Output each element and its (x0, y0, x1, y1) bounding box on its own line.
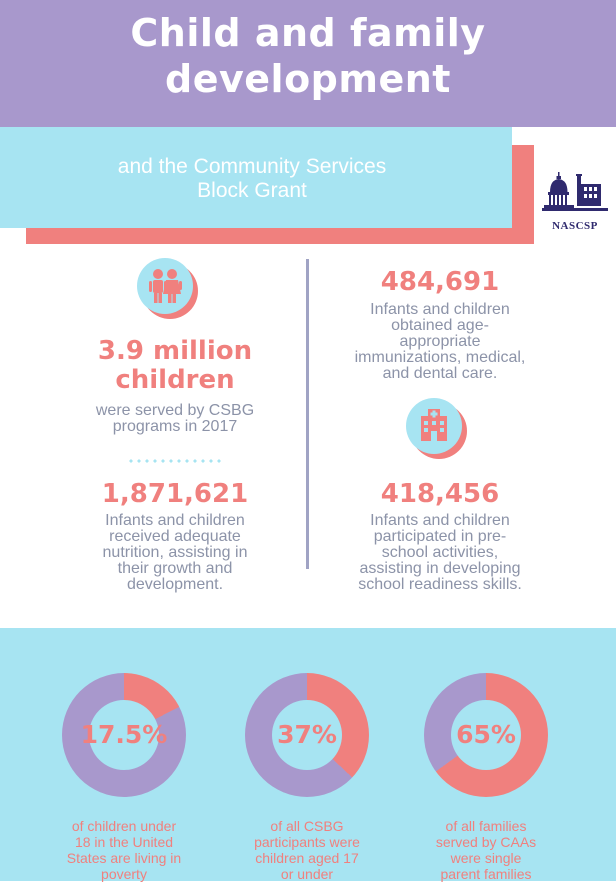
preschool-value: 418,456 (380, 479, 500, 509)
title-line-2: development (165, 57, 451, 101)
capitol-building-icon (541, 172, 609, 220)
desc-line: Infants and children (370, 512, 510, 529)
caption-line: were single (450, 850, 522, 866)
desc-line: obtained age- (391, 317, 489, 334)
donut-caption-single-parent (406, 818, 566, 882)
caption-line: 18 in the United (74, 834, 174, 850)
donut-chart-csbg-participants (245, 673, 369, 797)
desc-line: received adequate (109, 528, 241, 545)
caption-line: of all CSBG (270, 818, 344, 834)
subtitle (40, 155, 464, 203)
children-served-description (60, 403, 290, 435)
desc-line: their growth and (117, 560, 233, 577)
donut-value: 37% (277, 720, 337, 749)
title-line-1: Child and family (130, 11, 486, 55)
dotted-separator (127, 459, 223, 463)
donut-caption-poverty (44, 818, 204, 882)
caption-line: of all families (445, 818, 527, 834)
caption-line: children aged 17 (255, 850, 359, 866)
desc-line: school readiness skills. (358, 576, 522, 593)
children-icon (137, 258, 193, 314)
donut-value: 17.5% (80, 720, 168, 749)
logo-text: NASCSP (552, 220, 598, 232)
caption-line: poverty (101, 866, 147, 882)
caption-line: participants were (254, 834, 360, 850)
children-served-value (60, 337, 290, 395)
children-icon-circle (137, 258, 193, 314)
hospital-icon (406, 398, 462, 454)
desc-line: Infants and children (105, 512, 245, 529)
desc-line: assisting in developing (359, 560, 521, 577)
column-divider (306, 259, 309, 569)
caption-line: served by CAAs (435, 834, 537, 850)
desc-line: programs in 2017 (112, 418, 238, 435)
nutrition-value: 1,871,621 (101, 479, 249, 509)
desc-line: and dental care. (382, 365, 498, 382)
donut-caption-csbg-participants (227, 818, 387, 882)
desc-line: development. (126, 576, 224, 593)
subtitle-line-2: Block Grant (197, 179, 307, 202)
children-served-line-1: 3.9 million (97, 336, 253, 366)
immunizations-description (320, 302, 560, 382)
page-title (0, 10, 616, 102)
desc-line: participated in pre- (373, 528, 507, 545)
caption-line: or under (280, 866, 334, 882)
children-served-line-2: children (115, 365, 235, 395)
caption-line: of children under (71, 818, 177, 834)
caption-line: States are living in (66, 850, 182, 866)
desc-line: immunizations, medical, (354, 349, 526, 366)
hospital-icon-circle (406, 398, 462, 454)
nascsp-logo (541, 172, 609, 232)
desc-line: Infants and children (370, 301, 510, 318)
donut-value: 65% (456, 720, 516, 749)
caption-line: parent families (440, 866, 532, 882)
donut-chart-single-parent (424, 673, 548, 797)
immunizations-value: 484,691 (380, 267, 500, 297)
desc-line: appropriate (399, 333, 481, 350)
preschool-description (315, 513, 565, 593)
subtitle-line-1: and the Community Services (117, 155, 387, 178)
donut-chart-poverty (62, 673, 186, 797)
nutrition-description (55, 513, 295, 593)
desc-line: school activities, (381, 544, 499, 561)
desc-line: were served by CSBG (95, 402, 255, 419)
desc-line: nutrition, assisting in (102, 544, 248, 561)
